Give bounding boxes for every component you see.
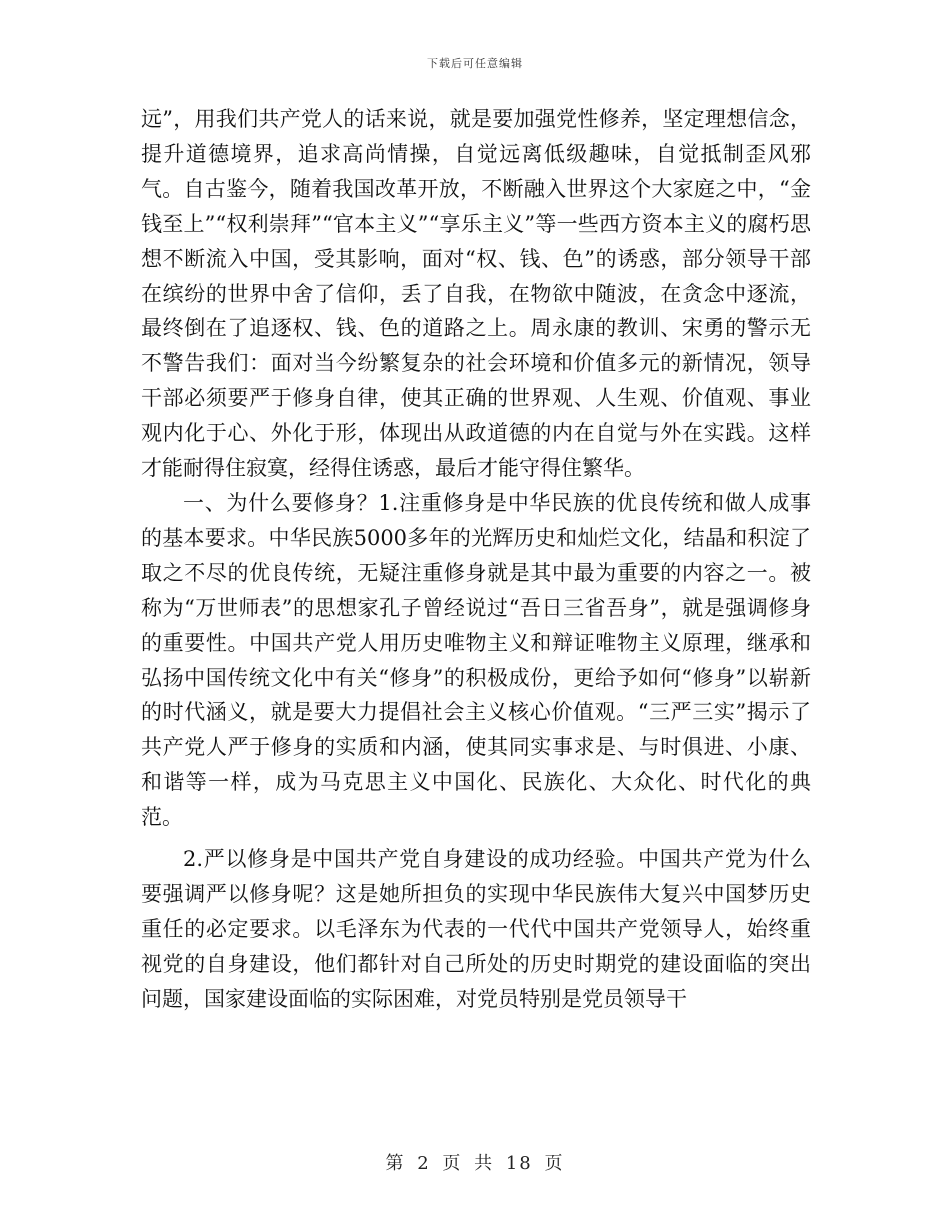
- page-header: 下载后可任意编辑: [427, 57, 523, 70]
- paragraph-section-one: 一、为什么要修身？1.注重修身是中华民族的优良传统和做人成事的基本要求。中华民族5000多年的光辉历史和灿烂文化，结晶和积淀了取之不尽的优良传统，无疑注重修身就是其中最为重要的内容之一。被称为“万世师表”的思想家孔子曾经说过“吾日三省吾身”，就是强调修身的重要性。中国共产党人用历史唯物主义和辩证唯物主义原理，继承和弘扬中国传统文化中有关“修身”的积极成份，更给予如何“修身”以崭新的时代涵义，就是要大力提倡社会主义核心价值观。“三严三实”揭示了共产党人严于修身的实质和内涵，使其同实事求是、与时俱进、小康、和谐等一样，成为马克思主义中国化、民族化、大众化、时代化的典范。: [141, 490, 811, 830]
- page-footer: 第 2 页 共 18 页: [385, 1153, 565, 1174]
- paragraph-section-two: 2.严以修身是中国共产党自身建设的成功经验。中国共产党为什么要强调严以修身呢？这是她所担负的实现中华民族伟大复兴中国梦历史重任的必定要求。以毛泽东为代表的一代代中国共产党领导人，始终重视党的自身建设，他们都针对自己所处的历史时期党的建设面临的突出问题，国家建设面临的实际困难，对党员特别是党员领导干: [141, 847, 811, 1011]
- document-body: [141, 102, 811, 1017]
- paragraph-continuation: 远”，用我们共产党人的话来说，就是要加强党性修养，坚定理想信念，提升道德境界，追求高尚情操，自觉远离低级趣味，自觉抵制歪风邪气。自古鉴今，随着我国改革开放，不断融入世界这个大家庭之中，“金钱至上”“权利崇拜”“官本主义”“享乐主义”等一些西方资本主义的腐朽思想不断流入中国，受其影响，面对“权、钱、色”的诱惑，部分领导干部在缤纷的世界中舍了信仰，丢了自我，在物欲中随波，在贪念中逐流，最终倒在了追逐权、钱、色的道路之上。周永康的教训、宋勇的警示无不警告我们：面对当今纷繁复杂的社会环境和价值多元的新情况，领导干部必须要严于修身自律，使其正确的世界观、人生观、价值观、事业观内化于心、外化于形，体现出从政道德的内在自觉与外在实践。这样才能耐得住寂寞，经得住诱惑，最后才能守得住繁华。: [141, 107, 811, 481]
